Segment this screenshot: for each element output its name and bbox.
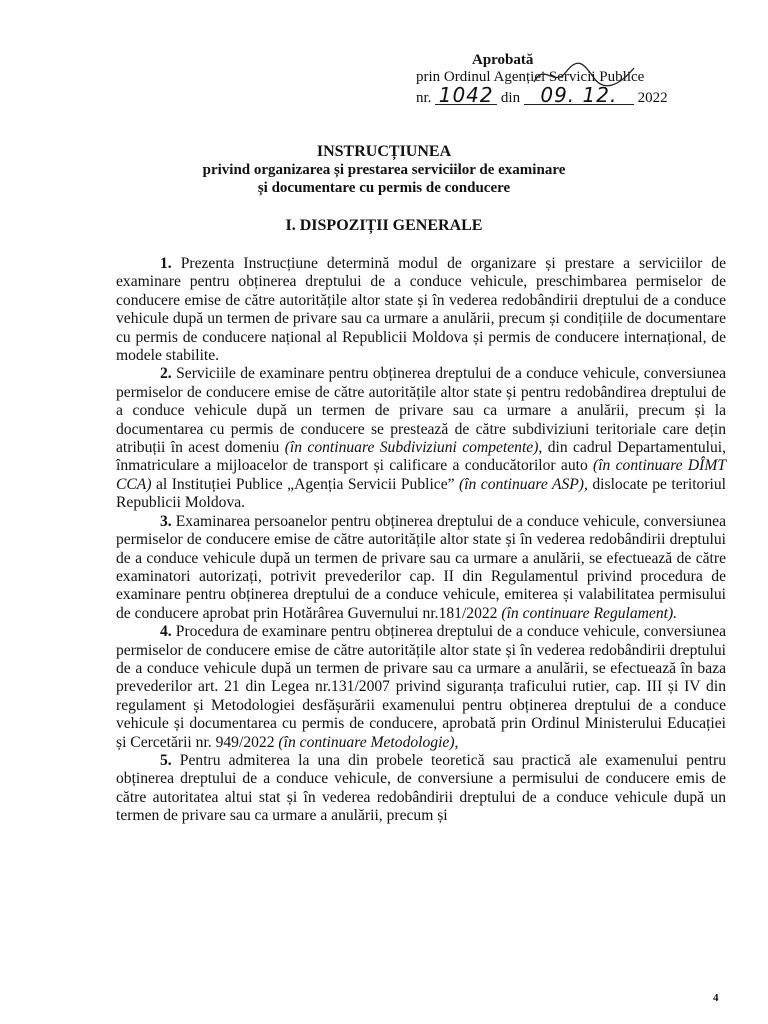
approval-block [404,52,694,107]
paragraph-2 [116,365,726,512]
paragraph-number: 4. [160,623,172,641]
section-heading: I. DISPOZIȚII GENERALE [285,217,483,234]
paragraph-text: Serviciile de examinare pentru obținerea dreptului de a conduce vehicule, conversiunea permiselor de conducere emise de către autoritățile altor state și pentru redobândirea dreptului de a conduce vehicule după un termen de privare sau ca urmare a anulării, precum și la documentarea cu permis de conducere se prestează de către subdiviziuni teritoriale care dețin atribuții în acest domeniu [116,365,726,457]
order-number: 1042 [435,86,497,105]
approval-label: Aprobată [472,52,534,68]
paragraph-note: (în continuare ASP), [459,475,588,493]
paragraph-3 [116,513,726,623]
paragraph-number: 2. [160,365,172,383]
nr-label: nr. [416,90,432,106]
paragraph-5 [116,752,726,826]
paragraph-text: Pentru admiterea la una din probele teoretică sau practică ale examenului pentru obținerea dreptului de a conduce vehicule, de conversiune a permisului de conducere emis de către autoritatea altui stat și în vederea redobândirii dreptului de a conduce vehicule după un termen de privare sau ca urmare a anulării, precum și [116,751,726,825]
order-year: 2022 [637,90,668,106]
paragraph-note: (în continuare Regulament). [501,604,678,622]
paragraph-number: 3. [160,512,172,530]
signature-scribble [524,60,664,90]
paragraph-note: (în continuare DÎMT CCA) [116,457,726,493]
paragraph-text: al Instituției Publice „Agenția Servicii Publice” [156,475,455,493]
paragraph-1 [116,255,726,365]
paragraph-text: dislocate pe teritoriul Republicii Moldova. [116,475,726,512]
paragraph-4 [116,623,726,752]
document-subtitle-line1: privind organizarea și prestarea serviciilor de examinare [202,162,566,178]
paragraph-note: (în continuare Metodologie), [278,733,459,751]
paragraph-text: Prezenta Instrucțiune determină modul de organizare și prestare a serviciilor de examinare pentru obținerea dreptului de a conduce vehicule, preschimbarea permiselor de conducere emise de către autoritățile altor state și în vederea redobândirii dreptului de a conduce vehicule după un termen de privare sau ca urmare a anulării, precum și condițiile de documentare cu permis de conducere național al Republicii Moldova și permis de conducere internațional, de modele stabilite. [116,255,726,365]
paragraph-text: Examinarea persoanelor pentru obținerea dreptului de a conduce vehicule, conversiunea permiselor de conducere emise de către autoritățile altor state și în vederea redobândirii dreptului de a conduce vehicule după un termen de privare sau ca urmare a anulării, se efectuează de către examinatori autorizați, potrivit prevederilor cap. II din Regulamentul privind procedura de examinare pentru obținerea dreptului de a conduce vehicule, emiterea și valabilitatea permisului de conducere aprobat prin Hotărârea Guvernului nr.181/2022 [116,512,726,622]
approval-order-line: prin Ordinul Agenției Servicii Publice [416,69,645,85]
document-subtitle-line2: și documentare cu permis de conducere [257,180,511,196]
order-date: 09. 12. [524,86,634,105]
din-label: din [500,90,521,106]
page-number: 4 [713,992,719,1004]
paragraph-number: 5. [160,751,172,769]
paragraph-number: 1. [160,255,172,272]
document-title: INSTRUCȚIUNEA [316,143,452,160]
paragraph-text: Procedura de examinare pentru obținerea dreptului de a conduce vehicule, conversiunea permiselor de conducere emise de către autoritățile altor state și în vederea redobândirii dreptului de a conduce vehicule după un termen de privare sau ca urmare a anulării, se efectuează în baza prevederilor art. 21 din Legea nr.131/2007 privind siguranța traficului rutier, cap. III și IV din regulament și Metodologiei desfășurării examenului pentru obținerea dreptului de a conduce vehicule și documentarea cu permis de conducere, aprobată prin Ordinul Ministerului Educației și Cercetării nr. 949/2022 [116,623,726,751]
paragraph-note: (în continuare Subdiviziuni competente) [284,439,539,457]
document-body [116,255,726,826]
paragraph-text: , din cadrul Departamentului, înmatriculare a mijloacelor de transport și calificare a conducătorilor auto [116,439,726,475]
